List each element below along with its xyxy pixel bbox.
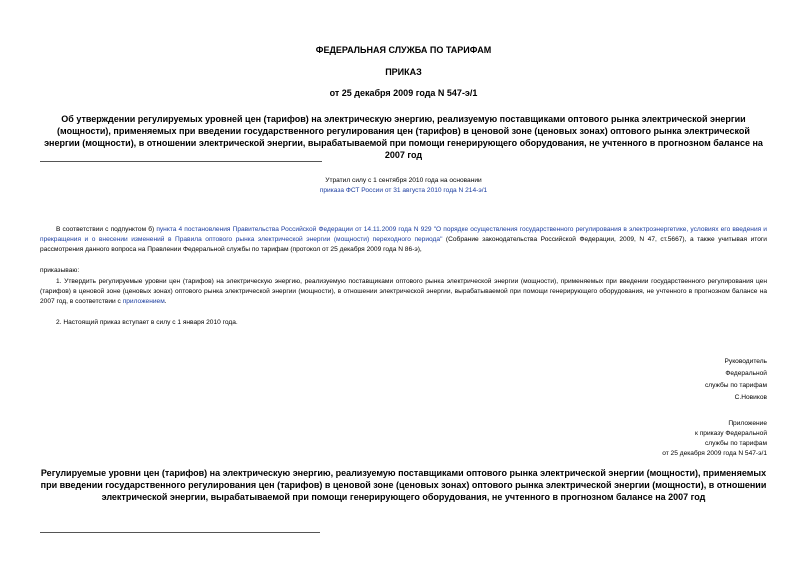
signature-line-1: Руководитель <box>724 358 767 365</box>
preamble-text-after: (Собрание законодательства Российской Федерации, 2009, N 47, ст.5667), а также учитывая итоги рассмотрения данного вопроса на Правлении Федеральной службы по тарифам (протокол от 25 декабря 2009 года N 86-э), <box>40 236 767 253</box>
government-resolution-link[interactable]: пункта 4 постановления Правительства Российской Федерации от 14.11.2009 года N 929 "О порядке осуществления государственного регулирования в электроэнергетике, условиях его введения и прекращения и о внесении изменений в Правила оптового рынка электрической энергии (мощности) переходного периода" <box>40 226 767 243</box>
preamble-text-before: В соответствии с подпунктом б) <box>56 226 157 233</box>
item-1-paragraph <box>40 277 767 307</box>
doc-type: ПРИКАЗ <box>385 67 422 77</box>
agency-name: ФЕДЕРАЛЬНАЯ СЛУЖБА ПО ТАРИФАМ <box>315 45 492 55</box>
item-1-text: 1. Утвердить регулируемые уровни цен (тарифов) на электрическую энергию, реализуемую поставщиками оптового рынка электрической энергии (мощности), применяемых при введении государственного регулирования цен (тарифов) в ценовой зоне (ценовых зонах) оптового рынка электрической энергии (мощности), в отношении электрической энергии, вырабатываемой при помощи генерирующего оборудования, не учтенного в прогнозном балансе на 2007 год, в соответствии с <box>40 278 767 305</box>
appendix-title: Регулируемые уровни цен (тарифов) на электрическую энергию, реализуемую поставщиками оптового рынка электрической энергии (мощности), применяемых при введении государственного регулирования цен (тарифов) в ценовой зоне (ценовых зонах) оптового рынка электрической энергии (мощности), в отношении электрической энергии, вырабатываемой при помощи генерирующего оборудования, не учтенного в прогнозном балансе на 2007 год <box>40 468 767 502</box>
signer-name: С.Новиков <box>734 394 767 401</box>
item-2-paragraph: 2. Настоящий приказ вступает в силу с 1 января 2010 года. <box>56 319 238 326</box>
item-1-end: . <box>164 298 167 305</box>
signature-block <box>705 357 767 403</box>
appendix-link[interactable]: приложением <box>122 298 165 305</box>
preamble-paragraph <box>40 225 767 255</box>
signature-line-2: Федеральной <box>725 370 767 377</box>
appendix-ref-line-2: к приказу Федеральной <box>695 430 767 437</box>
title-divider <box>40 161 322 162</box>
appendix-ref-line-1: Приложение <box>728 420 767 427</box>
signature-line-3: службы по тарифам <box>704 382 767 389</box>
appendix-reference <box>662 419 767 459</box>
orders-word: приказываю: <box>40 267 80 274</box>
appendix-ref-line-3: службы по тарифам <box>704 440 767 447</box>
appendix-divider <box>40 532 320 533</box>
doc-date-number: от 25 декабря 2009 года N 547-э/1 <box>329 88 478 98</box>
status-line: Утратил силу с 1 сентября 2010 года на основании <box>325 177 482 184</box>
doc-title: Об утверждении регулируемых уровней цен (тарифов) на электрическую энергию, реализуемую поставщиками оптового рынка электрической энергии (мощности), применяемых при введении государственного регулирования цен (тарифов) в ценовой зоне (ценовых зонах) оптового рынка электрической энергии (мощности), в отношении электрической энергии, вырабатываемой при помощи генерирующего оборудования, не учтенного в прогнозном балансе на 2007 год <box>44 114 763 160</box>
repeal-order-link[interactable]: приказа ФСТ России от 31 августа 2010 года N 214-э/1 <box>319 187 488 194</box>
appendix-ref-line-4: от 25 декабря 2009 года N 547-э/1 <box>662 450 767 457</box>
